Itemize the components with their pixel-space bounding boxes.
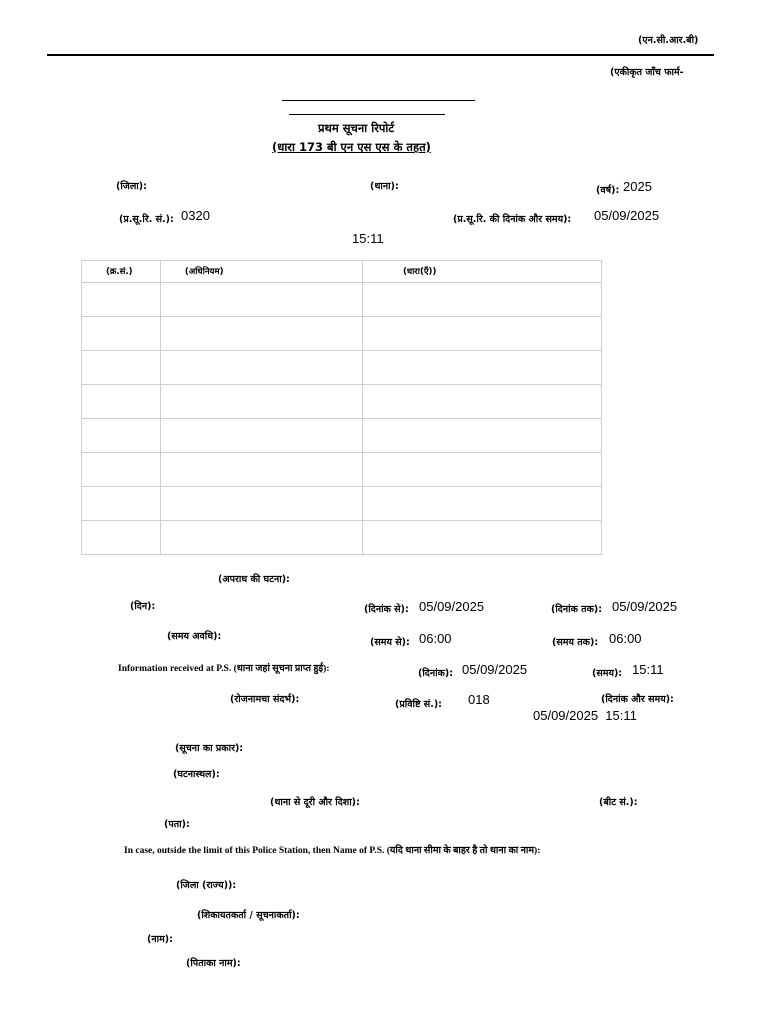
form-name: (एकीकृत जाँच फार्म-	[610, 67, 684, 78]
table-row	[82, 453, 602, 487]
fir-no-label: (प्र.सू.रि. सं.):	[119, 214, 174, 225]
complainant-heading: (शिकायतकर्ता / सूचनाकर्ता):	[197, 910, 300, 921]
date-from-label: (दिनांक से):	[364, 604, 409, 615]
info-received-label: Information received at P.S. (थाना जहां सूचना प्राप्त हुई):	[118, 664, 330, 674]
header-rule	[47, 54, 714, 56]
outside-ps-label: In case, outside the limit of this Police Station, then Name of P.S. (यदि थाना सीमा के बाहर है तो थाना का नाम):	[124, 846, 541, 856]
fir-no-value: 0320	[181, 208, 210, 223]
form-code: (एन.सी.आर.बी)	[638, 35, 699, 46]
distance-direction-label: (थाना से दूरी और दिशा):	[270, 797, 360, 808]
fir-datetime-label: (प्र.सू.रि. की दिनांक और समय):	[453, 214, 572, 225]
gd-datetime-label: (दिनांक और समय):	[601, 694, 674, 705]
table-row	[82, 317, 602, 351]
table-header-row	[82, 261, 602, 283]
time-to-value: 06:00	[609, 631, 642, 646]
col-sections-header: (धारा(एँ))	[362, 261, 601, 283]
title-rule-1	[282, 100, 475, 101]
table-row	[82, 385, 602, 419]
gd-reference-label: (रोजनामचा संदर्भ):	[230, 694, 300, 705]
district-state-label: (जिला (राज्य)):	[176, 880, 237, 891]
date-from-value: 05/09/2025	[419, 599, 485, 614]
time-to-label: (समय तक):	[552, 637, 599, 648]
info-date-label: (दिनांक):	[418, 668, 454, 679]
district-label: (जिला):	[116, 181, 147, 192]
address-label: (पता):	[164, 819, 190, 830]
table-row	[82, 419, 602, 453]
info-time-label: (समय):	[592, 668, 623, 679]
info-date-value: 05/09/2025	[462, 662, 528, 677]
police-station-label: (थाना):	[370, 181, 399, 192]
info-type-label: (सूचना का प्रकार):	[175, 743, 244, 754]
table-row	[82, 487, 602, 521]
table-row	[82, 521, 602, 555]
beat-no-label: (बीट सं.):	[599, 797, 638, 808]
report-subtitle: (धारा 173 बी एन एस एस के तहत)	[272, 140, 431, 154]
year-value: 2025	[623, 179, 652, 194]
info-time-value: 15:11	[632, 662, 664, 677]
title-rule-2	[289, 114, 445, 115]
time-from-label: (समय से):	[370, 637, 410, 648]
date-to-label: (दिनांक तक):	[551, 604, 603, 615]
gd-entry-label: (प्रविष्टि सं.):	[395, 699, 442, 710]
report-title: प्रथम सूचना रिपोर्ट	[318, 121, 395, 135]
gd-datetime-value: 05/09/2025 15:11	[533, 708, 637, 723]
gd-entry-value: 018	[468, 692, 490, 707]
fir-time-value: 15:11	[352, 231, 384, 246]
occurrence-heading: (अपराध की घटना):	[218, 574, 290, 585]
time-period-label: (समय अवधि):	[167, 631, 222, 642]
acts-sections-table	[81, 260, 602, 555]
date-to-value: 05/09/2025	[612, 599, 678, 614]
year-label: (वर्ष):	[596, 185, 620, 196]
col-serial-header: (क्र.सं.)	[82, 261, 161, 283]
fir-date-value: 05/09/2025	[594, 208, 660, 223]
complainant-name-label: (नाम):	[147, 934, 173, 945]
table-row	[82, 351, 602, 385]
place-label: (घटनास्थल):	[173, 769, 220, 780]
table-row	[82, 283, 602, 317]
time-from-value: 06:00	[419, 631, 452, 646]
col-act-header: (अधिनियम)	[160, 261, 362, 283]
day-label: (दिन):	[130, 601, 156, 612]
father-name-label: (पिताका नाम):	[186, 958, 241, 969]
